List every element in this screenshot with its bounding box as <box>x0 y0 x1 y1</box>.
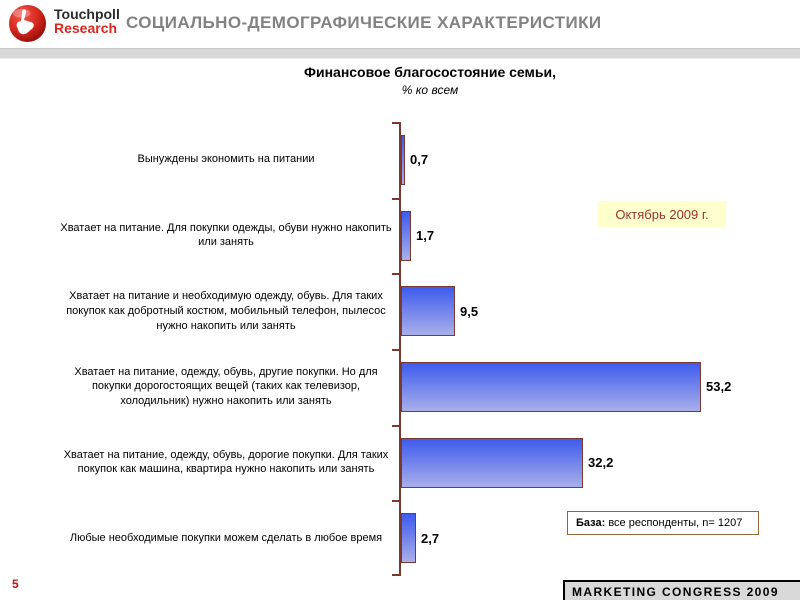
header <box>0 0 800 47</box>
category-label: Любые необходимые покупки можем сделать в любое время <box>69 531 383 544</box>
logo-line2: Research <box>54 20 118 37</box>
touch-hand-icon <box>8 4 47 43</box>
base-note-text: все респонденты, n= 1207 <box>605 517 743 529</box>
bar <box>401 211 411 261</box>
category-label: Хватает на питание. Для покупки одежды, обуви нужно накопить или занять <box>60 221 392 249</box>
page-number: 5 <box>12 577 19 591</box>
bar-value-label: 53,2 <box>706 379 732 395</box>
congress-banner: MARKETING CONGRESS 2009 <box>563 580 800 600</box>
bar-chart <box>0 122 800 576</box>
bar-value-label: 1,7 <box>416 227 435 243</box>
chart-row <box>0 349 800 425</box>
logo-line1: Touchpoll <box>54 6 120 22</box>
axis-tick <box>392 198 400 200</box>
category-label: Хватает на питание, одежду, обувь, другие покупки. Но для покупки дорогостоящих вещей (таких как телевизор, холодильник) нужно накопить или занять <box>74 365 378 408</box>
chart-subtitle: % ко всем <box>401 83 459 97</box>
chart-title: Финансовое благосостояние семьи, <box>304 64 556 80</box>
bar-value-label: 9,5 <box>460 303 479 319</box>
date-annotation: Октябрь 2009 г. <box>598 201 726 227</box>
base-note <box>567 511 759 535</box>
axis-tick <box>392 425 400 427</box>
bar <box>401 286 455 336</box>
header-divider <box>0 48 800 59</box>
bar-value-label: 0,7 <box>410 152 429 168</box>
bar <box>401 362 701 412</box>
category-label: Вынуждены экономить на питании <box>137 153 315 166</box>
chart-row <box>0 122 800 198</box>
bar-value-label: 2,7 <box>421 530 440 546</box>
bar <box>401 438 583 488</box>
bar <box>401 513 416 563</box>
axis-tick <box>392 122 400 124</box>
axis-tick <box>392 574 400 576</box>
axis-tick <box>392 349 400 351</box>
bar-value-label: 32,2 <box>588 454 614 470</box>
chart-title-block <box>60 64 800 97</box>
category-label: Хватает на питание, одежду, обувь, дорогие покупки. Для таких покупок как машина, квартира нужно накопить или занять <box>63 448 389 476</box>
base-note-label: База: <box>576 517 606 529</box>
logo-text <box>54 7 120 36</box>
chart-row <box>0 425 800 501</box>
page-title: СОЦИАЛЬНО-ДЕМОГРАФИЧЕСКИЕ ХАРАКТЕРИСТИКИ <box>126 13 602 32</box>
axis-tick <box>392 500 400 502</box>
category-label: Хватает на питание и необходимую одежду, обувь. Для таких покупок как добротный костюм, мобильный телефон, пылесос нужно накопить или занять <box>66 289 386 332</box>
bar <box>401 135 405 185</box>
chart-row <box>0 273 800 349</box>
axis-tick <box>392 273 400 275</box>
